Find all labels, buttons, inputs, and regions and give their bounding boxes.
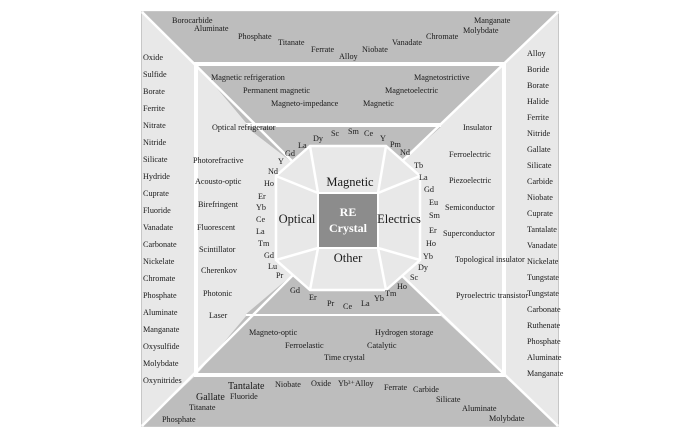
element-label: Pm (390, 140, 401, 149)
material-label: Carbonate (143, 240, 177, 249)
application-label: Ferroelastic (285, 341, 324, 350)
material-label: Manganate (527, 369, 564, 378)
category-electrics: Electrics (377, 212, 421, 226)
material-label: Vanadate (527, 241, 558, 250)
element-label: Gd (285, 149, 296, 158)
application-label: Photorefractive (193, 156, 244, 165)
element-label: Lu (268, 262, 278, 271)
element-label: Ho (426, 239, 437, 248)
element-label: Tm (258, 239, 270, 248)
element-label: Ho (397, 282, 408, 291)
material-label: Alloy (355, 379, 374, 388)
application-label: Magneto-impedance (271, 99, 339, 108)
element-label: Gd (424, 185, 435, 194)
material-label: Vanadate (392, 38, 423, 47)
element-label: Er (429, 226, 437, 235)
application-label: Topological insulator (455, 255, 525, 264)
material-label: Chromate (426, 32, 459, 41)
material-label: Vanadate (143, 223, 174, 232)
application-label: Cherenkov (201, 266, 237, 275)
material-label: Manganate (474, 16, 511, 25)
application-label: Hydrogen storage (375, 328, 434, 337)
center-line1: RE (339, 205, 357, 219)
element-label: Sc (331, 129, 340, 138)
element-label: La (361, 299, 370, 308)
application-label: Magnetostrictive (414, 73, 470, 82)
material-label: Boride (527, 65, 550, 74)
material-label: Carbide (527, 177, 553, 186)
element-label: Sm (429, 211, 440, 220)
material-label: Oxysulfide (143, 342, 180, 351)
material-label: Aluminate (527, 353, 562, 362)
element-label: Tb (414, 161, 424, 170)
application-label: Magneto-optic (249, 328, 298, 337)
element-label: Dy (313, 134, 324, 143)
material-label: Gallate (196, 392, 225, 403)
material-label: Oxynitrides (143, 376, 182, 385)
application-label: Pyroelectric transistor (456, 291, 529, 300)
material-label: Aluminate (194, 24, 229, 33)
material-label: Ferrite (527, 113, 549, 122)
material-label: Silicate (527, 161, 552, 170)
material-label: Tungstate (527, 289, 559, 298)
element-label: La (298, 141, 307, 150)
material-label: Alloy (339, 52, 358, 61)
application-label: Permanent magnetic (243, 86, 311, 95)
material-label: Tungstate (527, 273, 559, 282)
material-label: Oxide (143, 53, 164, 62)
material-label: Molybdate (489, 414, 525, 423)
material-label: Alloy (527, 49, 546, 58)
application-label: Insulator (463, 123, 493, 132)
material-label: Phosphate (162, 415, 196, 424)
element-label: Eu (429, 198, 439, 207)
category-other: Other (333, 251, 363, 265)
material-label: Fluoride (143, 206, 171, 215)
application-label: Acousto-optic (195, 177, 242, 186)
material-label: Fluoride (230, 392, 258, 401)
material-label: Ferrate (384, 383, 408, 392)
center-line2: Crystal (329, 221, 367, 235)
element-label: Tm (385, 289, 397, 298)
element-label: Pr (327, 299, 335, 308)
material-label: Borate (143, 87, 165, 96)
material-label: Phosphate (527, 337, 561, 346)
material-label: Titanate (278, 38, 305, 47)
material-label: Niobate (275, 380, 301, 389)
application-label: Superconductor (443, 229, 495, 238)
material-label: Titanate (189, 403, 216, 412)
material-label: Nickelate (527, 257, 559, 266)
material-label: Tantalate (527, 225, 557, 234)
element-label: La (256, 227, 265, 236)
application-label: Time crystal (324, 353, 365, 362)
element-label: Pr (276, 271, 284, 280)
material-label: Yb³⁺ (338, 379, 355, 388)
application-label: Photonic (203, 289, 233, 298)
application-label: Optical refrigerator (212, 123, 276, 132)
material-label: Oxide (311, 379, 332, 388)
element-label: Nd (268, 167, 279, 176)
material-label: Phosphate (143, 291, 177, 300)
application-label: Magnetic refrigeration (211, 73, 285, 82)
element-label: Er (309, 293, 317, 302)
element-label: Ho (264, 179, 275, 188)
element-label: La (419, 173, 428, 182)
material-label: Molybdate (463, 26, 499, 35)
application-label: Laser (209, 311, 228, 320)
element-label: Ce (343, 302, 353, 311)
material-label: Nickelate (143, 257, 175, 266)
material-label: Manganate (143, 325, 180, 334)
material-label: Halide (527, 97, 549, 106)
element-label: Sc (410, 273, 419, 282)
material-label: Nitride (143, 138, 167, 147)
element-label: Y (380, 134, 386, 143)
element-label: Sm (348, 127, 359, 136)
outer-right-band (504, 12, 558, 426)
material-label: Tantalate (228, 381, 265, 392)
material-label: Niobate (527, 193, 553, 202)
material-label: Sulfide (143, 70, 167, 79)
element-label: Gd (264, 251, 275, 260)
material-label: Ferrate (311, 45, 335, 54)
material-label: Chromate (143, 274, 176, 283)
application-label: Catalytic (367, 341, 397, 350)
material-label: Gallate (527, 145, 551, 154)
material-label: Molybdate (143, 359, 179, 368)
application-label: Magnetoelectric (385, 86, 439, 95)
material-label: Hydride (143, 172, 170, 181)
material-label: Nitrate (143, 121, 166, 130)
material-label: Silicate (436, 395, 461, 404)
material-label: Carbonate (527, 305, 561, 314)
element-label: Ce (256, 215, 266, 224)
material-label: Aluminate (143, 308, 178, 317)
application-label: Semiconductor (445, 203, 495, 212)
application-label: Magnetic (363, 99, 394, 108)
material-label: Cuprate (143, 189, 169, 198)
element-label: Ce (364, 129, 374, 138)
material-label: Borate (527, 81, 549, 90)
material-label: Niobate (362, 45, 388, 54)
material-label: Borocarbide (172, 16, 213, 25)
element-label: Dy (418, 263, 429, 272)
element-label: Gd (290, 286, 301, 295)
element-label: Y (278, 157, 284, 166)
element-label: Er (258, 192, 266, 201)
material-label: Aluminate (462, 404, 497, 413)
material-label: Phosphate (238, 32, 272, 41)
category-optical: Optical (278, 212, 316, 226)
application-label: Ferroelectric (449, 150, 491, 159)
element-label: Nd (400, 148, 411, 157)
material-label: Silicate (143, 155, 168, 164)
material-label: Nitride (527, 129, 551, 138)
material-label: Ruthenate (527, 321, 561, 330)
element-label: Yb (423, 252, 434, 261)
application-label: Fluorescent (197, 223, 236, 232)
material-label: Ferrite (143, 104, 165, 113)
element-label: Yb (256, 203, 267, 212)
element-label: Yb (374, 294, 385, 303)
application-label: Piezoelectric (449, 176, 492, 185)
application-label: Scintillator (199, 245, 236, 254)
application-label: Birefringent (198, 200, 239, 209)
material-label: Cuprate (527, 209, 553, 218)
material-label: Carbide (413, 385, 439, 394)
category-magnetic: Magnetic (326, 175, 374, 189)
